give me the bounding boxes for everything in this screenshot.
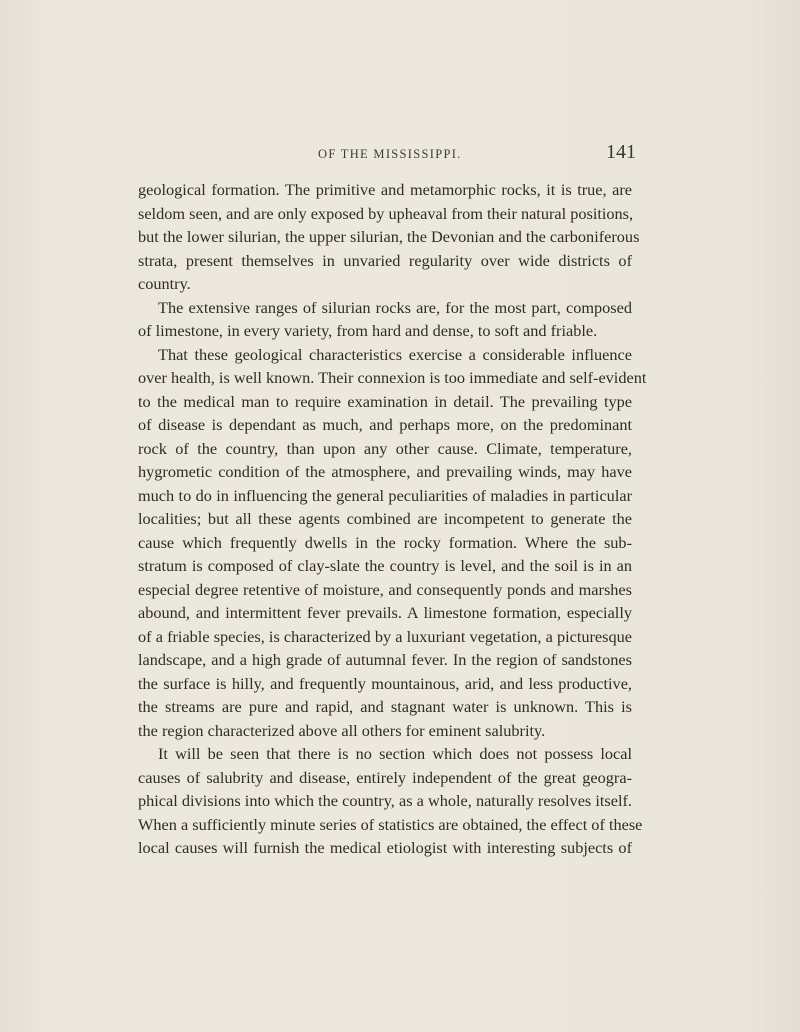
text-line: hygrometic condition of the atmosphere, and prevailing winds, may have	[138, 462, 632, 481]
page-number: 141	[606, 141, 636, 163]
body-text	[138, 178, 647, 860]
paragraph-4	[138, 742, 643, 860]
running-head-title: OF THE MISSISSIPPI.	[318, 147, 462, 161]
text-line: the streams are pure and rapid, and stagnant water is unknown. This is	[138, 697, 632, 716]
text-line: It will be seen that there is no section which does not possess local	[158, 744, 632, 763]
text-line: of a friable species, is characterized by a luxuriant vegetation, a picturesque	[138, 626, 632, 646]
text-line: That these geological characteristics exercise a considerable influence	[158, 344, 632, 364]
text-line: rock of the country, than upon any other cause. Climate, temperature,	[138, 438, 632, 458]
text-line: local causes will furnish the medical etiologist with interesting subjects of	[138, 838, 632, 857]
text-line: over health, is well known. Their connexion is too immediate and self-evident	[138, 368, 647, 387]
text-line: causes of salubrity and disease, entirely independent of the great geogra-	[138, 767, 632, 787]
text-line: but the lower silurian, the upper silurian, the Devonian and the carboniferous	[138, 227, 640, 246]
paragraph-2	[138, 296, 632, 343]
text-line: localities; but all these agents combined are incompetent to generate the	[138, 509, 632, 528]
paragraph-3	[138, 343, 647, 743]
text-line: landscape, and a high grade of autumnal fever. In the region of sandstones	[138, 650, 632, 669]
text-line: strata, present themselves in unvaried regularity over wide districts of	[138, 250, 632, 270]
paragraph-1	[138, 178, 640, 296]
text-line: the surface is hilly, and frequently mountainous, arid, and less productive,	[138, 673, 632, 693]
text-line: geological formation. The primitive and metamorphic rocks, it is true, are	[138, 180, 632, 199]
text-line: especial degree retentive of moisture, and consequently ponds and marshes	[138, 579, 632, 599]
text-line: of disease is dependant as much, and perhaps more, on the predominant	[138, 415, 632, 434]
text-line: cause which frequently dwells in the rocky formation. Where the sub-	[138, 532, 632, 552]
text-line: of limestone, in every variety, from hard and dense, to soft and friable.	[138, 321, 598, 340]
text-line: country.	[138, 274, 191, 293]
text-line: stratum is composed of clay-slate the country is level, and the soil is in an	[138, 556, 632, 575]
text-line: When a sufficiently minute series of statistics are obtained, the effect of these	[138, 814, 643, 834]
text-line: to the medical man to require examination in detail. The prevailing type	[138, 391, 632, 411]
text-line: much to do in influencing the general peculiarities of maladies in particular	[138, 485, 632, 505]
text-line: the region characterized above all others for eminent salubrity.	[138, 720, 546, 740]
text-line: abound, and intermittent fever prevails. A limestone formation, especially	[138, 603, 632, 622]
running-head	[0, 141, 800, 168]
text-line: phical divisions into which the country, as a whole, naturally resolves itself.	[138, 791, 632, 810]
text-line: seldom seen, and are only exposed by upheaval from their natural positions,	[138, 203, 634, 223]
text-line: The extensive ranges of silurian rocks are, for the most part, composed	[158, 297, 632, 317]
